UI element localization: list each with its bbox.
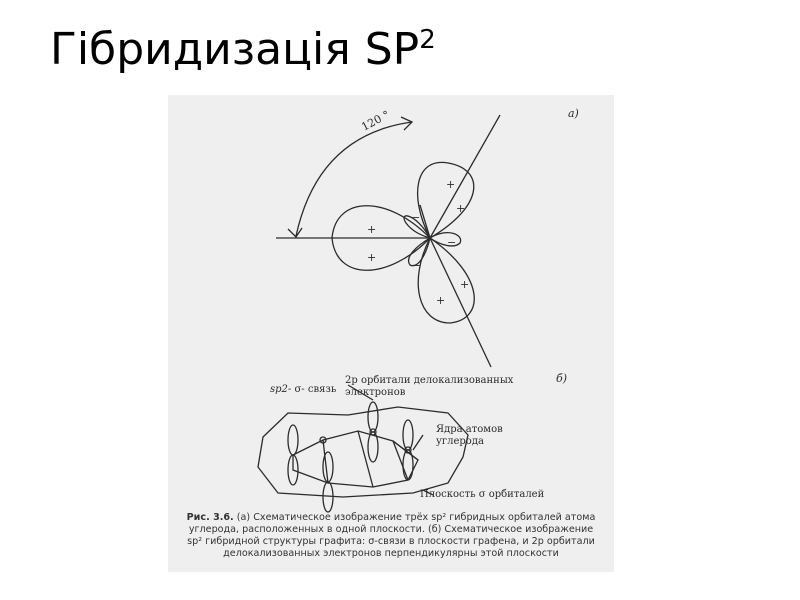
angle-label: 120 °	[359, 108, 392, 134]
minus-sign-right: −	[447, 236, 457, 249]
bond-2	[358, 431, 373, 487]
label-sigma-bond-sp2: sp2	[270, 384, 288, 395]
caption-line-1	[168, 512, 614, 524]
plus-sign-upper-1: +	[446, 178, 456, 191]
caption-label: Рис. 3.6.	[186, 512, 234, 523]
axis-upper	[430, 115, 500, 238]
hybridization-figure	[168, 95, 614, 572]
label-p-orbitals-line1: 2p орбитали делокализованных	[345, 375, 514, 386]
label-sigma-bond	[270, 384, 337, 395]
panel-a-label: a)	[568, 107, 579, 120]
caption-line-4: делокализованных электронов перпендикулярны этой плоскости	[223, 548, 559, 559]
slide-title	[50, 24, 436, 77]
title-superscript: 2	[419, 25, 436, 55]
minus-sign-lower: −	[412, 259, 422, 272]
label-nuclei-line1: Ядра атомов	[436, 424, 503, 435]
figure-caption	[168, 512, 614, 560]
plus-sign-lower-1: +	[460, 278, 470, 291]
figure-drawing	[168, 95, 614, 572]
plus-sign-left-lower: +	[367, 251, 377, 264]
plus-sign-left-upper: +	[367, 223, 377, 236]
plus-sign-lower-2: +	[436, 294, 446, 307]
label-sigma-bond-rest: - σ- связь	[287, 384, 337, 395]
plus-sign-upper-2: +	[456, 202, 466, 215]
label-p-orbitals-line2: электронов	[345, 387, 406, 398]
label-nuclei-line2: углерода	[436, 436, 484, 447]
title-main: Гібридизація SP	[50, 24, 420, 75]
caption-line-1-text: (a) Схематическое изображение трёх sp² гибридных орбиталей атома	[236, 512, 596, 523]
leader-nuclei	[413, 435, 423, 450]
caption-line-3: sp² гибридной структуры графита: σ-связи в плоскости графена, и 2p орбитали	[187, 536, 595, 547]
label-sigma-plane: Плоскость σ орбиталей	[420, 489, 545, 500]
p-orbital-1	[288, 425, 298, 485]
angle-arrow-left	[288, 228, 302, 237]
minus-sign-upper: −	[411, 211, 421, 224]
panel-b-label: б)	[556, 372, 568, 385]
caption-line-2: углерода, расположенных в одной плоскости. (б) Схематическое изображение	[188, 524, 594, 535]
angle-arc	[296, 122, 412, 236]
